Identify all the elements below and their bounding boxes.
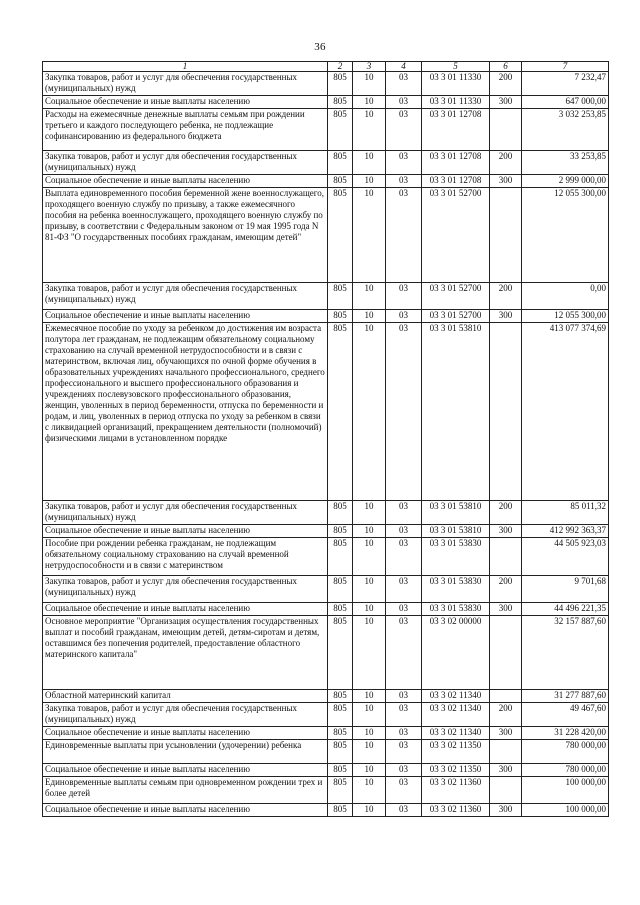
row-sum: 31 277 887,60 [522,690,609,703]
row-name: Закупка товаров, работ и услуг для обеспечения государственных (муниципальных) нужд [43,703,328,727]
table-row [43,109,609,151]
row-sum: 33 253,85 [522,151,609,175]
row-ved: 805 [328,804,353,817]
row-vr: 300 [490,525,522,538]
row-csr: 03 3 01 53830 [422,576,490,603]
row-ved: 805 [328,151,353,175]
row-name: Социальное обеспечение и иные выплаты населению [43,727,328,740]
header-col-7: 7 [522,62,609,72]
row-pr: 03 [386,525,422,538]
row-csr: 03 3 01 11330 [422,96,490,109]
row-sum: 85 011,32 [522,501,609,525]
row-ved: 805 [328,175,353,188]
row-name: Закупка товаров, работ и услуг для обеспечения государственных (муниципальных) нужд [43,576,328,603]
row-sum: 100 000,00 [522,804,609,817]
page-number: 36 [314,41,326,53]
table-row [43,764,609,777]
row-name: Закупка товаров, работ и услуг для обеспечения государственных (муниципальных) нужд [43,72,328,96]
table-row [43,616,609,690]
row-csr: 03 3 01 53810 [422,525,490,538]
row-vr [490,323,522,501]
row-pr: 03 [386,616,422,690]
row-rz: 10 [353,501,386,525]
row-vr [490,740,522,764]
row-rz: 10 [353,72,386,96]
row-csr: 03 3 01 52700 [422,188,490,283]
row-pr: 03 [386,703,422,727]
row-rz: 10 [353,804,386,817]
row-pr: 03 [386,690,422,703]
row-rz: 10 [353,283,386,310]
row-rz: 10 [353,764,386,777]
row-ved: 805 [328,501,353,525]
row-name: Областной материнский капитал [43,690,328,703]
header-col-2: 2 [328,62,353,72]
table-row [43,740,609,764]
table-header-row [43,62,609,72]
row-csr: 03 3 02 00000 [422,616,490,690]
row-sum: 7 232,47 [522,72,609,96]
table-row [43,310,609,323]
row-rz: 10 [353,616,386,690]
row-vr: 200 [490,72,522,96]
row-name: Социальное обеспечение и иные выплаты населению [43,310,328,323]
row-vr: 300 [490,764,522,777]
row-rz: 10 [353,175,386,188]
row-sum: 780 000,00 [522,740,609,764]
row-name: Социальное обеспечение и иные выплаты населению [43,175,328,188]
row-vr: 300 [490,727,522,740]
table-row [43,96,609,109]
row-csr: 03 3 01 52700 [422,310,490,323]
row-name: Социальное обеспечение и иные выплаты населению [43,603,328,616]
row-csr: 03 3 01 12708 [422,109,490,151]
budget-table [42,61,609,817]
row-vr [490,690,522,703]
row-csr: 03 3 01 53810 [422,501,490,525]
row-vr: 300 [490,310,522,323]
row-name: Закупка товаров, работ и услуг для обеспечения государственных (муниципальных) нужд [43,151,328,175]
row-vr: 200 [490,576,522,603]
row-sum: 32 157 887,60 [522,616,609,690]
table-row [43,283,609,310]
row-pr: 03 [386,764,422,777]
row-vr: 300 [490,804,522,817]
row-name: Закупка товаров, работ и услуг для обеспечения государственных (муниципальных) нужд [43,283,328,310]
row-pr: 03 [386,740,422,764]
row-csr: 03 3 02 11340 [422,690,490,703]
row-sum: 780 000,00 [522,764,609,777]
row-sum: 100 000,00 [522,777,609,804]
row-pr: 03 [386,188,422,283]
row-sum: 12 055 300,00 [522,188,609,283]
row-vr [490,777,522,804]
row-rz: 10 [353,777,386,804]
row-rz: 10 [353,323,386,501]
row-vr [490,538,522,576]
row-name: Социальное обеспечение и иные выплаты населению [43,804,328,817]
row-pr: 03 [386,576,422,603]
row-pr: 03 [386,804,422,817]
row-csr: 03 3 02 11350 [422,764,490,777]
table-row [43,188,609,283]
row-ved: 805 [328,616,353,690]
header-col-4: 4 [386,62,422,72]
table-row [43,576,609,603]
row-csr: 03 3 02 11340 [422,727,490,740]
row-ved: 805 [328,188,353,283]
row-csr: 03 3 01 11330 [422,72,490,96]
row-csr: 03 3 01 53810 [422,323,490,501]
row-vr [490,188,522,283]
row-sum: 2 999 000,00 [522,175,609,188]
row-ved: 805 [328,109,353,151]
row-sum: 3 032 253,85 [522,109,609,151]
row-ved: 805 [328,576,353,603]
row-sum: 12 055 300,00 [522,310,609,323]
table-row [43,323,609,501]
row-ved: 805 [328,603,353,616]
header-col-3: 3 [353,62,386,72]
row-sum: 49 467,60 [522,703,609,727]
header-col-5: 5 [422,62,490,72]
row-sum: 44 496 221,35 [522,603,609,616]
row-name: Основное мероприятие "Организация осуществления государственных выплат и пособий гражданам, имеющим детей, детям-сиротам и детям, оставшимся без попечения родителей, предоставление областного материнского капитала" [43,616,328,690]
row-pr: 03 [386,72,422,96]
row-ved: 805 [328,323,353,501]
row-csr: 03 3 02 11360 [422,777,490,804]
row-name: Выплата единовременного пособия беременной жене военнослужащего, проходящего военную службу по призыву, а также ежемесячного пособия на ребенка военнослужащего, проходящего военную службу по призыву, в соответствии с Федеральным законом от 19 мая 1995 года N 81-ФЗ "О государственных пособиях гражданам, имеющим детей" [43,188,328,283]
row-ved: 805 [328,283,353,310]
row-name: Ежемесячное пособие по уходу за ребенком до достижения им возраста полутора лет гражданам, не подлежащим обязательному социальному страхованию на случай временной нетрудоспособности и в связи с материнством, включая лиц, обучающихся по очной форме обучения в образовательных учреждениях начального профессионального, среднего профессионального и высшего профессионального образования и учреждениях послевузовского профессионального образования, женщин, уволенных в период беременности, отпуска по беременности и родам, и лиц, уволенных в период отпуска по уходу за ребенком в связи с ликвидацией организаций, прекращением деятельности (полномочий) физическими лицами в установленном порядке [43,323,328,501]
table-row [43,804,609,817]
row-name: Социальное обеспечение и иные выплаты населению [43,96,328,109]
row-pr: 03 [386,727,422,740]
row-pr: 03 [386,777,422,804]
table-row [43,690,609,703]
row-pr: 03 [386,175,422,188]
header-col-1: 1 [43,62,328,72]
row-rz: 10 [353,525,386,538]
row-name: Единовременные выплаты семьям при одновременном рождении трех и более детей [43,777,328,804]
row-name: Закупка товаров, работ и услуг для обеспечения государственных (муниципальных) нужд [43,501,328,525]
row-sum: 413 077 374,69 [522,323,609,501]
row-rz: 10 [353,151,386,175]
row-rz: 10 [353,690,386,703]
row-vr: 300 [490,603,522,616]
row-pr: 03 [386,501,422,525]
row-name: Социальное обеспечение и иные выплаты населению [43,764,328,777]
row-vr [490,109,522,151]
row-ved: 805 [328,703,353,727]
row-rz: 10 [353,538,386,576]
row-ved: 805 [328,72,353,96]
header-col-6: 6 [490,62,522,72]
row-rz: 10 [353,703,386,727]
table-row [43,603,609,616]
row-rz: 10 [353,603,386,616]
row-rz: 10 [353,727,386,740]
row-pr: 03 [386,538,422,576]
row-pr: 03 [386,109,422,151]
table-row [43,727,609,740]
row-ved: 805 [328,538,353,576]
row-name: Единовременные выплаты при усыновлении (удочерении) ребенка [43,740,328,764]
table-row [43,703,609,727]
row-sum: 9 701,68 [522,576,609,603]
row-sum: 44 505 923,03 [522,538,609,576]
row-sum: 412 992 363,37 [522,525,609,538]
table-row [43,777,609,804]
row-csr: 03 3 02 11340 [422,703,490,727]
row-vr: 300 [490,96,522,109]
row-sum: 0,00 [522,283,609,310]
table-row [43,151,609,175]
row-csr: 03 3 01 12708 [422,151,490,175]
row-rz: 10 [353,96,386,109]
row-rz: 10 [353,109,386,151]
row-vr: 200 [490,703,522,727]
row-vr: 200 [490,501,522,525]
row-csr: 03 3 02 11360 [422,804,490,817]
row-csr: 03 3 01 53830 [422,538,490,576]
row-pr: 03 [386,151,422,175]
row-ved: 805 [328,310,353,323]
table-row [43,525,609,538]
row-name: Социальное обеспечение и иные выплаты населению [43,525,328,538]
row-ved: 805 [328,764,353,777]
row-vr: 300 [490,175,522,188]
row-csr: 03 3 02 11350 [422,740,490,764]
row-pr: 03 [386,283,422,310]
row-name: Расходы на ежемесячные денежные выплаты семьям при рождении третьего и каждого последующего ребенка, не подлежащие софинансированию из федерального бюджета [43,109,328,151]
row-ved: 805 [328,690,353,703]
row-ved: 805 [328,525,353,538]
row-rz: 10 [353,188,386,283]
row-vr: 200 [490,151,522,175]
row-vr [490,616,522,690]
row-pr: 03 [386,323,422,501]
row-rz: 10 [353,576,386,603]
row-name: Пособие при рождении ребенка гражданам, не подлежащим обязательному социальному страхованию на случай временной нетрудоспособности и в связи с материнством [43,538,328,576]
row-sum: 647 000,00 [522,96,609,109]
row-pr: 03 [386,96,422,109]
row-csr: 03 3 01 52700 [422,283,490,310]
row-sum: 31 228 420,00 [522,727,609,740]
row-csr: 03 3 01 53830 [422,603,490,616]
row-csr: 03 3 01 12708 [422,175,490,188]
row-ved: 805 [328,96,353,109]
table-row [43,538,609,576]
row-rz: 10 [353,740,386,764]
row-ved: 805 [328,777,353,804]
row-rz: 10 [353,310,386,323]
row-ved: 805 [328,740,353,764]
row-pr: 03 [386,603,422,616]
table-row [43,175,609,188]
row-pr: 03 [386,310,422,323]
table-row [43,501,609,525]
table-row [43,72,609,96]
row-ved: 805 [328,727,353,740]
row-vr: 200 [490,283,522,310]
